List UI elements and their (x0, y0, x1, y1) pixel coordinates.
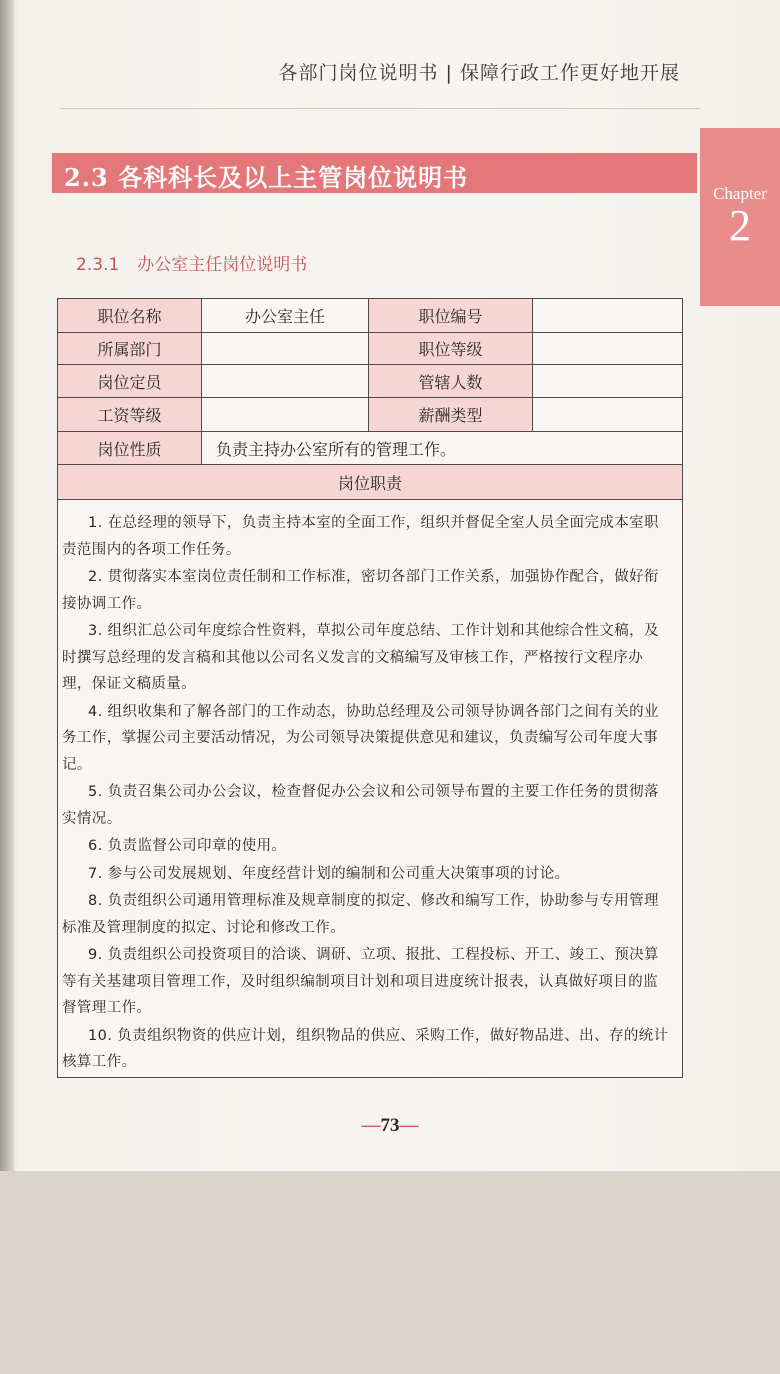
running-header: 各部门岗位说明书 | 保障行政工作更好地开展 (278, 62, 680, 84)
table-row (57, 397, 683, 432)
field-value (201, 364, 369, 398)
duty-item: 1. 在总经理的领导下，负责主持本室的全面工作，组织并督促全室人员全面完成本室职责范围内的各项工作任务。 (62, 515, 659, 558)
field-label: 管辖人数 (368, 364, 533, 398)
page-binding-edge (0, 0, 14, 1171)
field-label: 职位编号 (368, 298, 533, 333)
duty-item: 4. 组织收集和了解各部门的工作动态，协助总经理及公司领导协调各部门之间有关的业务工作，掌握公司主要活动情况，为公司领导决策提供意见和建议，负责编写公司年度大事记。 (62, 703, 659, 773)
field-value: 办公室主任 (201, 298, 369, 333)
header-rule (60, 108, 700, 109)
field-label: 工资等级 (57, 397, 202, 432)
nature-value: 负责主持办公室所有的管理工作。 (201, 431, 683, 465)
duty-item: 2. 贯彻落实本室岗位责任制和工作标准，密切各部门工作关系，加强协作配合，做好衔接协调工作。 (62, 569, 659, 612)
field-value (201, 332, 369, 365)
chapter-tab (700, 128, 780, 306)
duty-item: 9. 负责组织公司投资项目的洽谈、调研、立项、报批、工程投标、开工、竣工、预决算等有关基建项目管理工作，及时组织编制项目计划和项目进度统计报表，认真做好项目的监督管理工作。 (62, 947, 659, 1016)
table-row (57, 464, 683, 500)
duty-item: 6. 负责监督公司印章的使用。 (88, 838, 287, 854)
field-value (532, 397, 683, 432)
subsection-heading (76, 250, 307, 275)
chapter-word: Chapter (713, 184, 767, 203)
field-value (201, 397, 369, 432)
duties-list (57, 499, 683, 1078)
chapter-number: 2 (729, 201, 751, 250)
section-title: 2.3 各科科长及以上主管岗位说明书 (64, 163, 469, 192)
nature-label: 岗位性质 (57, 431, 202, 465)
page-number-dash: — (399, 1115, 419, 1136)
duty-item: 7. 参与公司发展规划、年度经营计划的编制和公司重大决策事项的讨论。 (88, 865, 570, 882)
field-value (532, 332, 683, 365)
subsection-title: 办公室主任岗位说明书 (137, 255, 308, 275)
field-label: 所属部门 (57, 332, 202, 365)
page-number (0, 1115, 780, 1137)
duty-item: 5. 负责召集公司办公会议，检查督促办公会议和公司领导布置的主要工作任务的贯彻落实情况。 (62, 784, 659, 827)
subsection-number: 2.3.1 (76, 255, 120, 275)
duty-item: 10. 负责组织物资的供应计划，组织物品的供应、采购工作，做好物品进、出、存的统计核算工作。 (62, 1027, 669, 1070)
field-label: 职位等级 (368, 332, 533, 365)
field-label: 职位名称 (57, 298, 202, 333)
table-row (57, 298, 683, 333)
section-title-band (52, 153, 697, 193)
duty-item: 8. 负责组织公司通用管理标准及规章制度的拟定、修改和编写工作，协助参与专用管理标准及管理制度的拟定、讨论和修改工作。 (62, 893, 659, 936)
table-row (57, 431, 683, 465)
field-label: 薪酬类型 (368, 397, 533, 432)
page-number-value: 73 (380, 1115, 400, 1136)
duties-header: 岗位职责 (57, 464, 683, 500)
field-value (532, 298, 683, 333)
field-value (532, 364, 683, 398)
duty-item: 3. 组织汇总公司年度综合性资料，草拟公司年度总结、工作计划和其他综合性文稿，及时撰写总经理的发言稿和其他以公司名义发言的文稿编写及审核工作，严格按行文程序办理，保证文稿质量。 (62, 623, 659, 692)
table-row (57, 332, 683, 365)
field-label: 岗位定员 (57, 364, 202, 398)
page-number-dash: — (361, 1115, 381, 1136)
table-row (57, 364, 683, 398)
